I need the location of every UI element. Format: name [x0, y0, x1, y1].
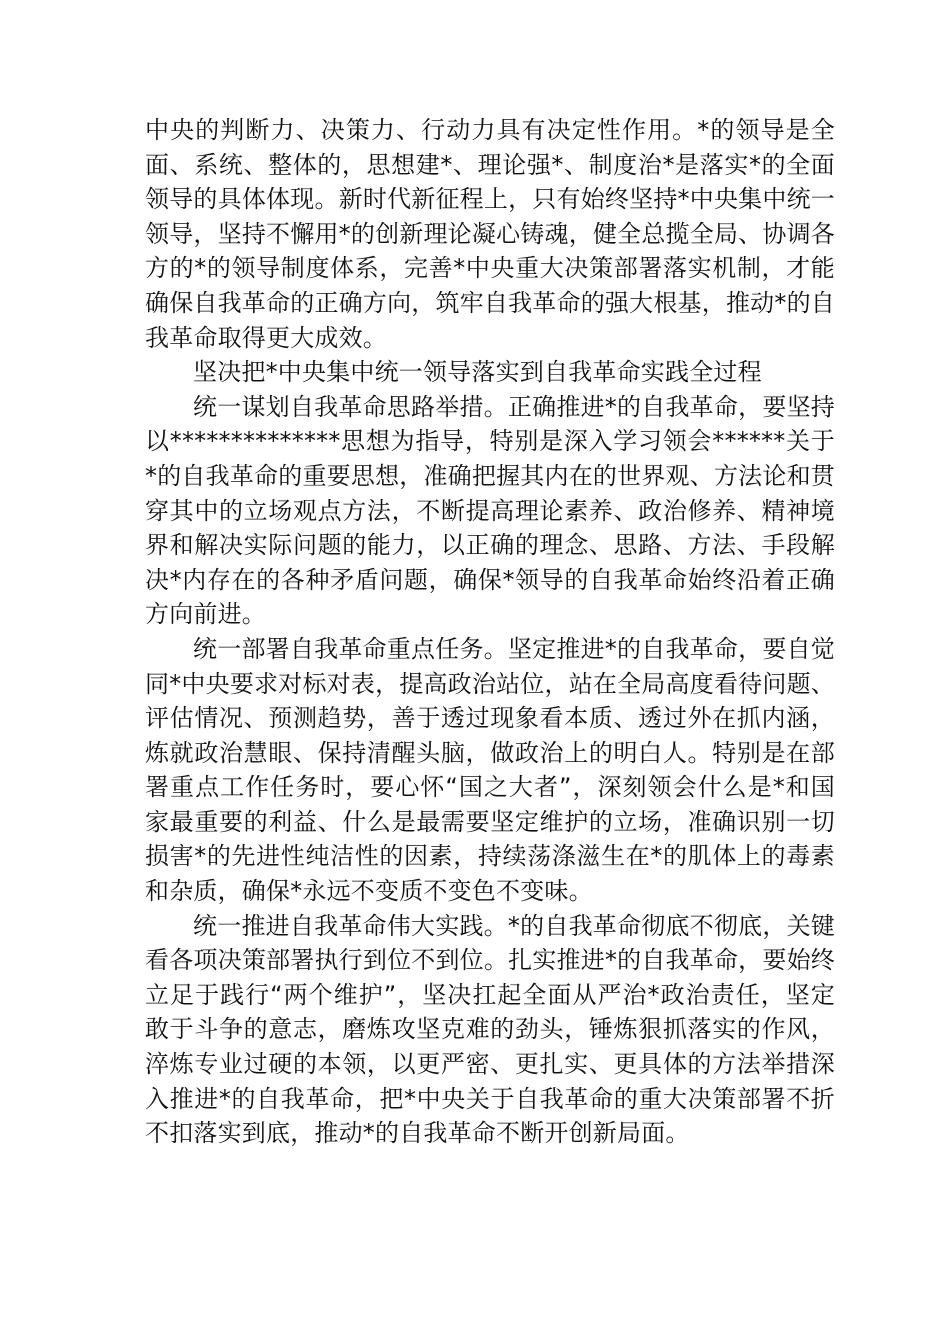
- paragraph-planning: 统一谋划自我革命思路举措。正确推进*的自我革命，要坚持以**************思想为指导，特别是深入学习领会******关于*的自我革命的重要思想，准确把握其内在的世界观、方法论和贯穿其中的立场观点方法，不断提高理论素养、政治修养、精神境界和解决实际问题的能力，以正确的理念、思路、方法、手段解决*内存在的各种矛盾问题，确保*领导的自我革命始终沿着正确方向前进。: [145, 392, 835, 629]
- section-heading: 坚决把*中央集中统一领导落实到自我革命实践全过程: [193, 358, 762, 387]
- paragraph-deployment: 统一部署自我革命重点任务。坚定推进*的自我革命，要自觉同*中央要求对标对表，提高政治站位，站在全局高度看待问题、评估情况、预测趋势，善于透过现象看本质、透过外在抓内涵，炼就政治慧眼、保持清醒头脑，做政治上的明白人。特别是在部署重点工作任务时，要心怀“国之大者”，深刻领会什么是*和国家最重要的利益、什么是最需要坚定维护的立场，准确识别一切损害*的先进性纯洁性的因素，持续荡涤滋生在*的肌体上的毒素和杂质，确保*永远不变质不变色不变味。: [145, 634, 835, 906]
- paragraph-continuation: 中央的判断力、决策力、行动力具有决定性作用。*的领导是全面、系统、整体的，思想建*、理论强*、制度治*是落实*的全面领导的具体体现。新时代新征程上，只有始终坚持*中央集中统一领导，坚持不懈用*的创新理论凝心铸魂，健全总揽全局、协调各方的*的领导制度体系，完善*中央重大决策部署落实机制，才能确保自我革命的正确方向，筑牢自我革命的强大根基，推动*的自我革命取得更大成效。: [145, 116, 835, 352]
- document-page: [145, 113, 835, 1151]
- paragraph-practice: 统一推进自我革命伟大实践。*的自我革命彻底不彻底，关键看各项决策部署执行到位不到位。扎实推进*的自我革命，要始终立足于践行“两个维护”，坚决扛起全面从严治*政治责任，坚定敢于斗争的意志，磨炼攻坚克难的劲头，锤炼狠抓落实的作风，淬炼专业过硬的本领，以更严密、更扎实、更具体的方法举措深入推进*的自我革命，把*中央关于自我革命的重大决策部署不折不扣落实到底，推动*的自我革命不断开创新局面。: [145, 911, 835, 1148]
